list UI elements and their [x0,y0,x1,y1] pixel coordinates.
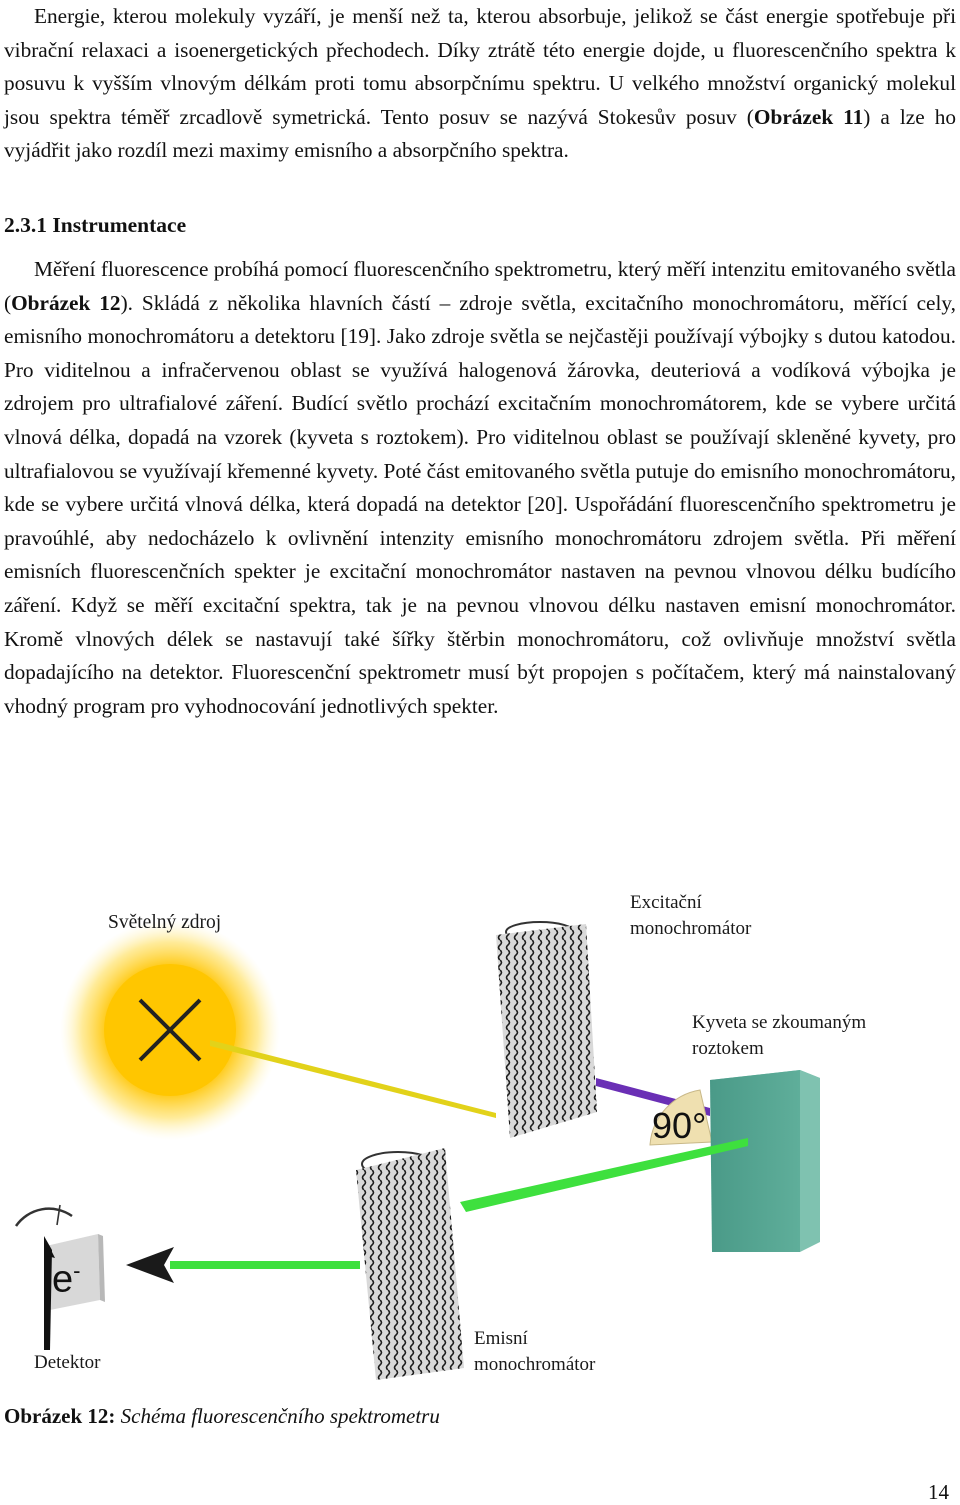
cuvette-icon [710,1070,820,1252]
emission-beam-out [170,1261,360,1269]
figure-12-reference[interactable]: Obrázek 12 [11,290,121,315]
paragraph-1-text-a: Energie, kterou molekuly vyzáří, je menší než ta, kterou absorbuje, jelikož se část energie spotřebuje při vibrační relaxaci a isoenergetických přechodech. Díky ztrátě této energie dojde, u fluorescenčního spektra k posuvu k vyšším vlnovým délkám proti tomu absorpčnímu spektru. U velkého množství organický molekul jsou spektra téměř zrcadlově symetrická. Tento posuv se nazývá Stokesův posuv ( [4,4,956,129]
caption-text: Schéma fluorescenčního spektrometru [120,1404,440,1428]
detector-label: Detektor [34,1352,101,1373]
paragraph-stokes-shift [4,0,956,168]
figure-11-reference[interactable]: Obrázek 11 [753,104,864,129]
electron-label: e- [52,1258,81,1301]
spectrometer-diagram-graphic [0,880,960,1400]
emission-monochromator-label-line2: monochromátor [474,1354,596,1375]
emission-monochromator-icon [356,1148,464,1380]
section-heading: 2.3.1 Instrumentace [4,212,187,237]
paragraph-instrumentation [4,253,956,723]
cuvette-label-line1: Kyveta se zkoumaným [692,1012,867,1033]
light-source-icon [60,920,280,1140]
excitation-monochromator-label-line1: Excitační [630,892,702,913]
paragraph-2-text-b: ). Skládá z několika hlavních částí – zdroje světla, excitačního monochromátoru, měřící cely, emisního monochromátoru a detektoru [19]. Jako zdroje světla se nejčastěji používají výbojky s dutou katodou. Pro viditelnou a infračervenou oblast se využívá halogenová žárovka, deuteriová a vodíková výbojka je zdrojem pro ultrafialové záření. Budící světlo prochází excitačním monochromátorem, kde se vybere určitá vlnová délka, dopadá na vzorek (kyveta s roztokem). Pro viditelnou oblast se používají skleněné kyvety, pro ultrafialovou se využívají křemenné kyvety. Poté část emitovaného světla putuje do emisního monochromátoru, kde se vybere určitá vlnová délka, která dopadá na detektor [20]. Uspořádání fluorescenčního spektrometru je pravoúhlé, aby nedocházelo k ovlivnění intenzity emisního monochromátoru zdrojem světla. Při měření emisních fluorescenčních spekter je excitační monochromátor nastaven na pevnou vlnovou délku budícího záření. Když se měří excitační spektra, tak je na pevnou vlnovou délku nastaven emisní monochromátor. Kromě vlnových délek se nastavují také šířky štěrbin monochromátoru, což ovlivňuje množství světla dopadajícího na detektor. Fluorescenční spektrometr musí být propojen s počítačem, který má nainstalovaný vhodný program pro vyhodnocování jednotlivých spekter. [4,290,957,718]
spectrometer-diagram [0,880,960,1400]
caption-label: Obrázek 12: [4,1404,116,1428]
excitation-monochromator-label-line2: monochromátor [630,918,752,939]
electron-charge: - [73,1258,81,1283]
page-number: 14 [928,1480,949,1504]
cuvette-label-line2: roztokem [692,1038,764,1059]
excitation-monochromator-icon [496,922,597,1138]
emission-beam-in [460,1138,748,1212]
paragraph-1-text-b: ) a lze ho vyjádřit jako rozdíl mezi maximy emisního a absorpčního spektra. [4,104,956,163]
paragraph-2-text-a: Měření fluorescence probíhá pomocí fluorescenčního spektrometru, který měří intenzitu emitovaného světla ( [4,256,956,315]
page-body [4,0,956,723]
emission-monochromator-label-line1: Emisní [474,1328,528,1349]
angle-label: 90° [652,1105,707,1146]
figure-caption [4,1404,440,1429]
detector-arrow-head [126,1247,174,1283]
light-source-label: Světelný zdroj [108,912,222,933]
